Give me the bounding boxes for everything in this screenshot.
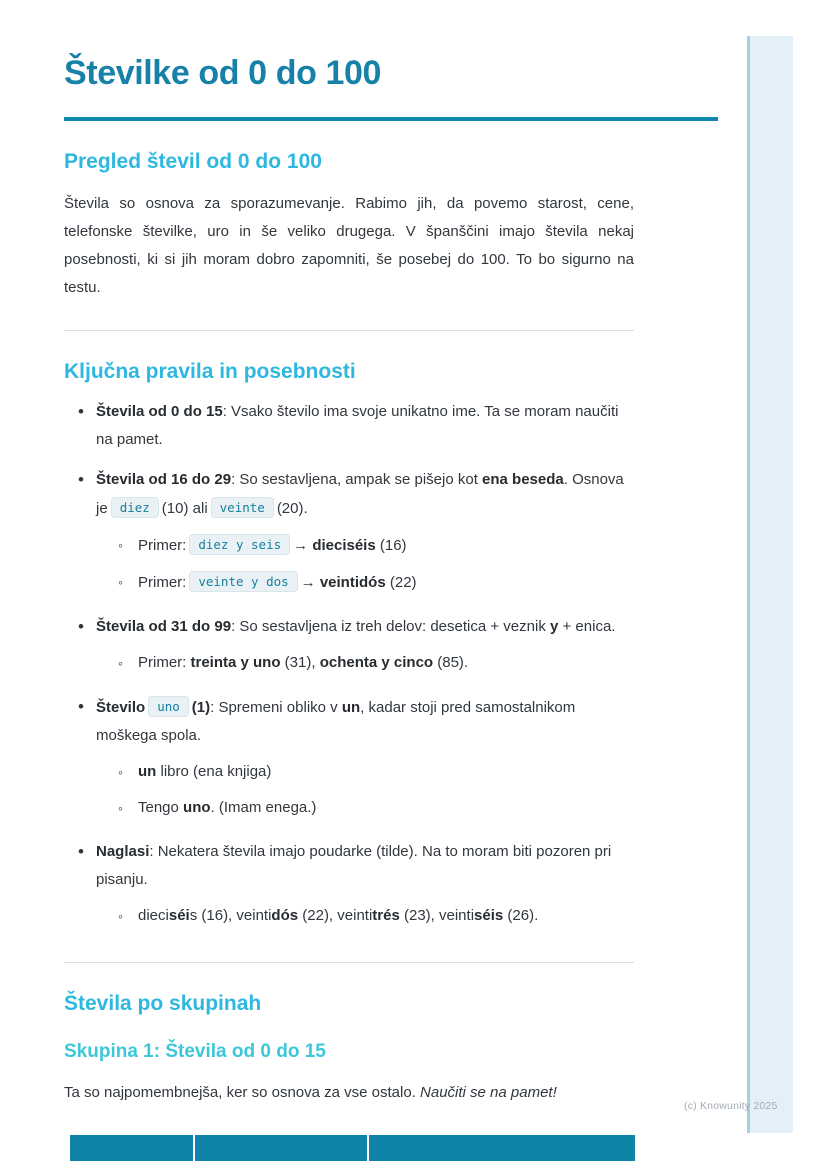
bold-text: treinta y uno (190, 654, 281, 672)
inline-code: veinte y dos (189, 571, 297, 592)
bullet-marker: • (78, 470, 84, 490)
bold-text: (1) (191, 699, 211, 717)
bold-text: dieciséis (312, 537, 376, 555)
text: : Nekatera števila imajo poudarke (tilde). Na to moram biti pozoren pri pisanju. (96, 843, 612, 889)
rule-item (78, 693, 634, 826)
inline-code: diez y seis (189, 534, 290, 555)
side-strip (747, 36, 793, 1133)
bold-text: veintidós (319, 574, 386, 592)
title-rule (64, 117, 718, 121)
inline-code: diez (111, 497, 159, 518)
text: (22), veinti (298, 907, 373, 925)
inline-code: uno (148, 696, 189, 717)
text: s (16), veinti (189, 907, 272, 925)
rule-item (78, 838, 634, 934)
rule-subitem (118, 758, 634, 786)
rule-sublist (96, 902, 634, 930)
bold-text: uno (183, 799, 211, 817)
bold-text: Naglasi (96, 843, 150, 861)
rule-item (78, 466, 634, 601)
bold-text: ena beseda (482, 471, 564, 489)
group-1-heading: Skupina 1: Števila od 0 do 15 (64, 1040, 326, 1062)
rule-subitem-text (138, 758, 634, 786)
text: + enica. (558, 618, 616, 636)
text: Tengo (138, 799, 184, 817)
rule-item-text (96, 693, 634, 826)
rule-sublist (96, 531, 634, 597)
rule-item-text (96, 398, 634, 454)
text: (16) (375, 537, 407, 555)
text: (20). (276, 500, 308, 518)
circle-bullet-marker: ◦ (118, 655, 123, 672)
bullet-marker: • (78, 617, 84, 637)
rule-sublist (96, 758, 634, 822)
text: (23), veinti (399, 907, 475, 925)
text: , kadar stoji pred samostalnikom moškega spola. (96, 699, 576, 745)
section-divider (64, 962, 634, 963)
text: Ta so najpomembnejša, ker so osnova za vse ostalo. (64, 1084, 421, 1102)
text: Primer: (138, 574, 187, 592)
text: . (Imam enega.) (210, 799, 317, 817)
groups-heading: Števila po skupinah (64, 992, 262, 1016)
bullet-marker: • (78, 697, 84, 717)
bold-text: dós (271, 907, 299, 925)
bold-text: y (549, 618, 559, 636)
rule-subitem (118, 531, 634, 560)
table-header-cell (369, 1135, 635, 1161)
inline-code: veinte (211, 497, 274, 518)
rule-subitem (118, 568, 634, 597)
bold-text: ochenta y cinco (319, 654, 434, 672)
text: (26). (503, 907, 539, 925)
bold-text: Števila od 0 do 15 (96, 403, 223, 421)
text: libro (ena knjiga) (156, 763, 272, 781)
group-1-note (64, 1079, 634, 1107)
page-title: Številke od 0 do 100 (64, 54, 382, 92)
italic-text: Naučiti se na pamet! (420, 1084, 557, 1102)
table-header-cell (70, 1135, 193, 1161)
text: (85). (433, 654, 469, 672)
rule-subitem (118, 649, 634, 677)
text: (22) (385, 574, 417, 592)
bullet-marker: • (78, 402, 84, 422)
intro-paragraph: Števila so osnova za sporazumevanje. Rabimo jih, da povemo starost, cene, telefonske številke, uro in še veliko drugega. V španščini imajo števila nekaj posebnosti, ki si jih moram dobro zapomniti, še posebej do 100. To bo sigurno na testu. (64, 195, 634, 297)
text: . Osnova je (96, 471, 624, 518)
bold-text: un (138, 763, 157, 781)
rule-item-text (96, 838, 634, 934)
rule-subitem-text (138, 649, 634, 677)
rule-subitem-text (138, 568, 634, 597)
text: : Spremeni obliko v (210, 699, 342, 717)
text: → (300, 574, 320, 592)
circle-bullet-marker: ◦ (118, 764, 123, 781)
text: (10) ali (161, 500, 208, 518)
rule-item-text (96, 613, 634, 681)
rule-item (78, 613, 634, 681)
circle-bullet-marker: ◦ (118, 908, 123, 925)
text: dieci (138, 907, 169, 925)
circle-bullet-marker: ◦ (118, 537, 123, 554)
bold-text: Števila od 31 do 99 (96, 618, 232, 636)
rule-subitem (118, 794, 634, 822)
text: → (293, 537, 313, 555)
overview-heading: Pregled števil od 0 do 100 (64, 150, 322, 174)
bold-text: Število (96, 699, 146, 717)
bold-text: Števila od 16 do 29 (96, 471, 232, 489)
document-content (64, 54, 634, 1161)
rule-sublist (96, 649, 634, 677)
text: Primer: (138, 654, 191, 672)
key-rules-heading: Ključna pravila in posebnosti (64, 360, 356, 384)
text: : So sestavljena iz treh delov: desetica + veznik (231, 618, 550, 636)
bullet-marker: • (78, 842, 84, 862)
rule-item (78, 398, 634, 454)
circle-bullet-marker: ◦ (118, 800, 123, 817)
bold-text: un (341, 699, 361, 717)
text: : So sestavljena, ampak se pišejo kot (231, 471, 483, 489)
rule-subitem-text (138, 902, 634, 930)
rules-list (64, 398, 634, 934)
section-divider (64, 330, 634, 331)
rule-subitem-text (138, 794, 634, 822)
numbers-table-header (70, 1135, 635, 1161)
text: Primer: (138, 537, 187, 555)
copyright-note: (c) Knowunity 2025 (684, 1100, 778, 1112)
circle-bullet-marker: ◦ (118, 574, 123, 591)
bold-text: séi (168, 907, 190, 925)
bold-text: séis (474, 907, 504, 925)
text: (31), (280, 654, 320, 672)
rule-subitem (118, 902, 634, 930)
text: : Vsako število ima svoje unikatno ime. Ta se moram naučiti na pamet. (96, 403, 619, 449)
bold-text: trés (372, 907, 400, 925)
rule-item-text (96, 466, 634, 601)
table-header-cell (195, 1135, 367, 1161)
rule-subitem-text (138, 531, 634, 560)
